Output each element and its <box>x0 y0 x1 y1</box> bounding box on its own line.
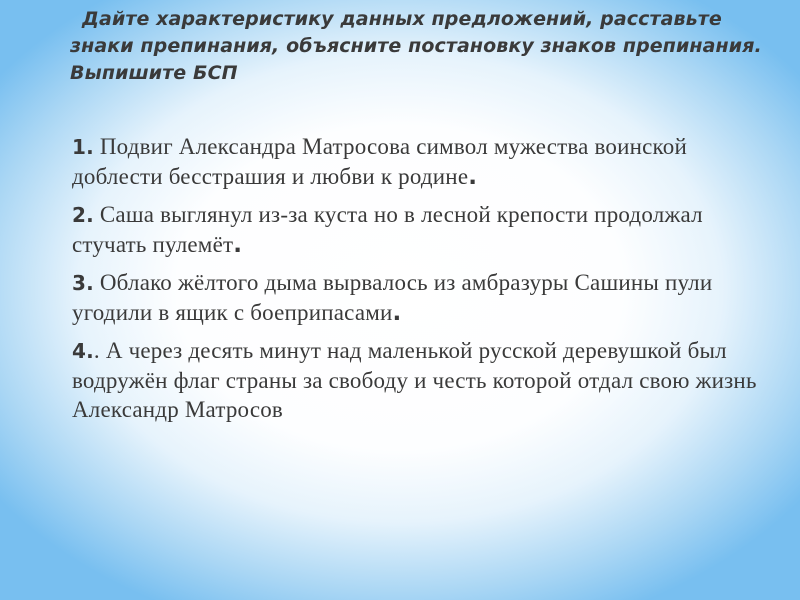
sentence-item-4 <box>72 336 772 425</box>
sentence-list <box>72 132 772 433</box>
item-text: Облако жёлтого дыма вырвалось из амбразуры Сашины пули угодили в ящик с боеприпасами <box>72 270 713 325</box>
item-end-punct: . <box>233 232 243 258</box>
item-number: 4. <box>72 339 94 363</box>
sentence-item-1 <box>72 132 772 192</box>
item-number: 3. <box>72 271 94 295</box>
item-text: Подвиг Александра Матросова символ мужества воинской доблести бесстрашия и любви к родине <box>72 134 687 189</box>
item-end-punct: . <box>392 300 402 326</box>
task-heading: Дайте характеристику данных предложений, расставьте знаки препинания, объясните постановку знаков препинания. Выпишите БСП <box>70 8 762 84</box>
item-number: 2. <box>72 203 94 227</box>
sentence-item-3 <box>72 268 772 328</box>
item-text: . А через десять минут над маленькой русской деревушкой был водружён флаг страны за свободу и честь которой отдал свою жизнь Александр Матросов <box>72 338 757 422</box>
sentence-item-2 <box>72 200 772 260</box>
item-text: Саша выглянул из-за куста но в лесной крепости продолжал стучать пулемёт <box>72 202 703 257</box>
item-end-punct: . <box>468 164 478 190</box>
item-number: 1. <box>72 135 94 159</box>
